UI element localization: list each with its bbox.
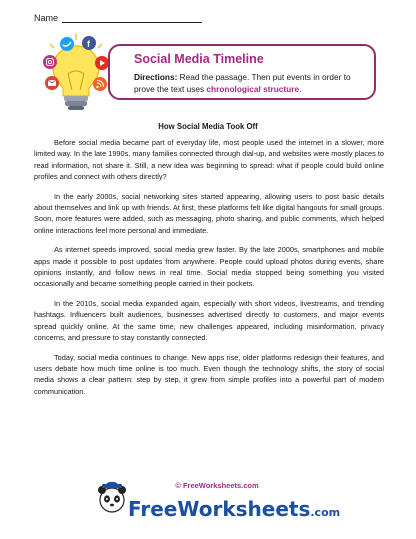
brand-tld: .com: [310, 506, 341, 519]
article-title: How Social Media Took Off: [158, 122, 258, 131]
header-box: [108, 44, 376, 100]
panda-logo-icon: [96, 482, 128, 518]
facebook-icon: [82, 36, 96, 50]
name-blank[interactable]: [62, 13, 202, 23]
article-body: [34, 137, 384, 405]
footer-url[interactable]: © FreeWorksheets.com: [175, 481, 259, 490]
name-label: Name: [34, 13, 59, 23]
paragraph: In the 2010s, social media expanded again, especially with short videos, livestreams, and trending hashtags. Influencers built audiences, businesses advertised directly to customers, and major events spread quickly online. At the same time, new challenges appeared, including misinformation, privacy concerns, and pressure to stay constantly connected.: [34, 299, 384, 342]
email-icon: [45, 76, 59, 90]
directions: [134, 71, 366, 95]
brand-free: Free: [128, 497, 178, 521]
paragraph: As internet speeds improved, social media grew faster. By the late 2000s, smartphones and mobile apps made it possible to post updates from anywhere. People could upload photos during events, share opinions instantly, and follow news in real time. Social media stopped being something you visited occasionally and became something people carried in their pockets.: [34, 245, 384, 289]
footer: [0, 478, 416, 539]
footer-brand: [128, 497, 340, 521]
brand-rest: Worksheets: [177, 497, 311, 521]
instagram-icon: [43, 55, 57, 69]
twitter-icon: [60, 37, 74, 51]
svg-text:f: f: [87, 39, 90, 49]
directions-label: Directions:: [134, 72, 178, 82]
directions-text: Read the passage. Then put events in order to prove the text uses: [134, 72, 351, 94]
name-line: [34, 13, 202, 23]
paragraph: In the early 2000s, social networking sites started appearing, allowing users to post basic details about themselves and link up with friends. At first, these platforms felt like digital hangouts for small groups. Soon, more features were added, such as messaging, photo sharing, and public comments, which helped online interactions feel more personal and immediate.: [34, 191, 384, 235]
rss-icon: [93, 77, 107, 91]
paragraph: Today, social media continues to change. New apps rise, older platforms redesign their features, and users debate how much time online is too much. Even though the technology shifts, the story of social media shows a clear pattern: step by step, it grew from simple profiles into a powerful part of modern communication.: [34, 352, 384, 396]
directions-emphasis: chronological structure: [206, 84, 300, 94]
youtube-icon: [95, 56, 109, 70]
worksheet-title: Social Media Timeline: [134, 52, 264, 66]
paragraph: Before social media became part of everyday life, most people used the internet in a slower, more limited way. In the late 1990s, many families connected through dial-up, and websites were mostly places to read information, not share it. Still, a new idea was beginning to spread: what if people could build online profiles and connect with others directly?: [34, 138, 384, 181]
directions-end: .: [299, 84, 302, 94]
